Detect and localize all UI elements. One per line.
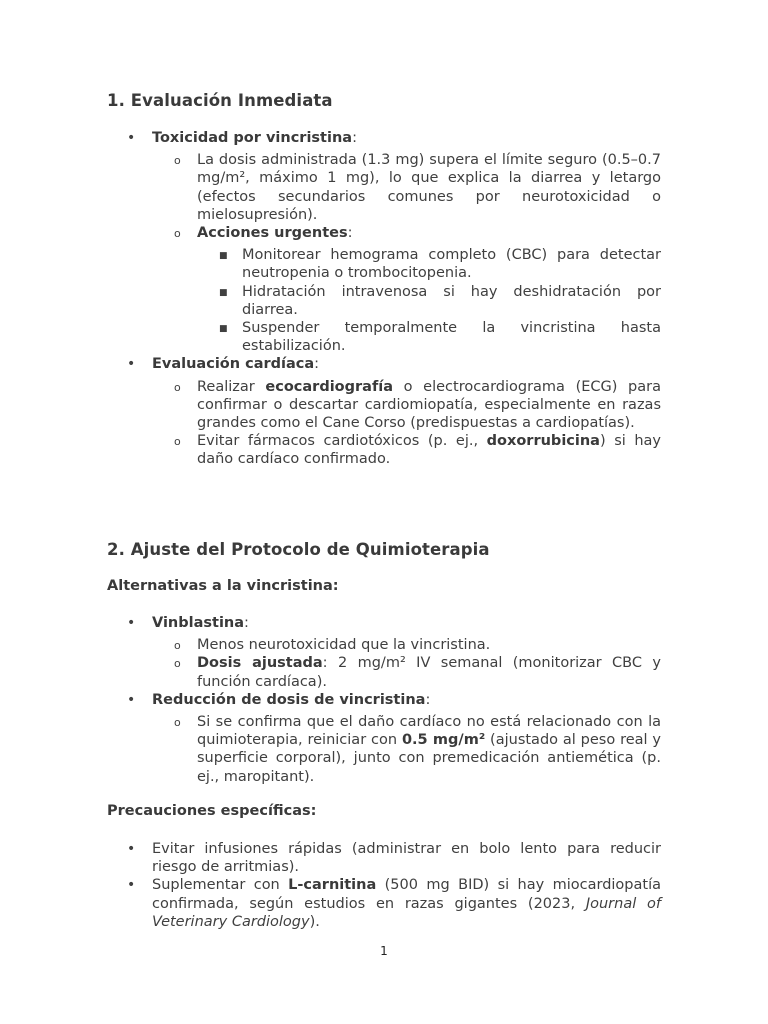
section-1-heading: 1. Evaluación Inmediata <box>107 91 333 110</box>
precautions-heading: Precauciones específicas: <box>107 803 317 819</box>
bullet-icon: • <box>127 691 136 708</box>
alternatives-list <box>107 614 661 786</box>
bullet-icon: • <box>127 615 136 631</box>
circle-bullet-icon: o <box>174 154 181 168</box>
circle-bullet-icon: o <box>174 639 181 653</box>
list-item-action: ■ Hidratación intravenosa si hay deshidratación por diarrea. <box>219 283 661 318</box>
list-item-neurotoxicity: o Menos neurotoxicidad que la vincristina. <box>107 636 661 654</box>
alternatives-heading: Alternativas a la vincristina: <box>107 578 339 594</box>
circle-bullet-icon: o <box>174 227 181 241</box>
square-bullet-icon: ■ <box>219 324 228 335</box>
square-bullet-icon: ■ <box>219 287 228 298</box>
bullet-icon: • <box>127 130 136 146</box>
list-item-action: ■ Monitorear hemograma completo (CBC) para detectar neutropenia o trombocitopenia. <box>219 247 661 282</box>
bullet-icon: • <box>127 356 136 373</box>
circle-bullet-icon: o <box>174 716 181 730</box>
section-2-heading: 2. Ajuste del Protocolo de Quimioterapia <box>107 540 490 559</box>
list-item-action: ■ Suspender temporalmente la vincristina hasta estabilización. <box>219 320 661 355</box>
bullet-icon: • <box>127 877 136 894</box>
list-item-infusions: • Evitar infusiones rápidas (administrar en bolo lento para reducir riesgo de arritmias). <box>127 841 661 876</box>
list-item-carnitine: • Suplementar con L-carnitina (500 mg BID) si hay miocardiopatía confirmada, según estudios en razas gigantes (2023, Journal of Veterinary Cardiology). <box>127 877 661 930</box>
list-item-toxicity: • Toxicidad por vincristina: <box>127 130 357 146</box>
list-item-adjusted-dose: o Dosis ajustada: 2 mg/m² IV semanal (monitorizar CBC y función cardíaca). <box>174 655 661 690</box>
list-item-urgent-actions: o Acciones urgentes: <box>107 224 661 242</box>
circle-bullet-icon: o <box>174 435 181 449</box>
square-bullet-icon: ■ <box>219 251 228 262</box>
list-item-vinblastine: • Vinblastina: <box>127 615 249 631</box>
list-item-cardiotoxic: o Evitar fármacos cardiotóxicos (p. ej., doxorrubicina) si hay daño cardíaco confirmado. <box>174 433 661 468</box>
circle-bullet-icon: o <box>174 657 181 671</box>
page-number: 1 <box>380 944 388 958</box>
bullet-icon: • <box>127 841 136 857</box>
list-item-cardiac: • Evaluación cardíaca: <box>127 356 320 373</box>
list-item-dose: o La dosis administrada (1.3 mg) supera el límite seguro (0.5–0.7 mg/m², máximo 1 mg), lo que explica la diarrea y letargo (efectos secundarios comunes por neurotoxicidad o mielosupresión). <box>174 152 661 223</box>
list-item-echocardiography: o Realizar ecocardiografía o electrocardiograma (ECG) para confirmar o descartar cardiomiopatía, especialmente en razas grandes como el Cane Corso (predispuestas a cardiopatías). <box>174 378 661 432</box>
list-item-restart: o Si se confirma que el daño cardíaco no está relacionado con la quimioterapia, reiniciar con 0.5 mg/m² (ajustado al peso real y superficie corporal), junto con premedicación antiemética (p. ej., maropitant). <box>174 714 662 785</box>
list-item-dose-reduction: • Reducción de dosis de vincristina: <box>127 691 431 708</box>
section-1-list <box>107 129 661 469</box>
precautions-list <box>107 840 661 931</box>
circle-bullet-icon: o <box>174 380 181 394</box>
